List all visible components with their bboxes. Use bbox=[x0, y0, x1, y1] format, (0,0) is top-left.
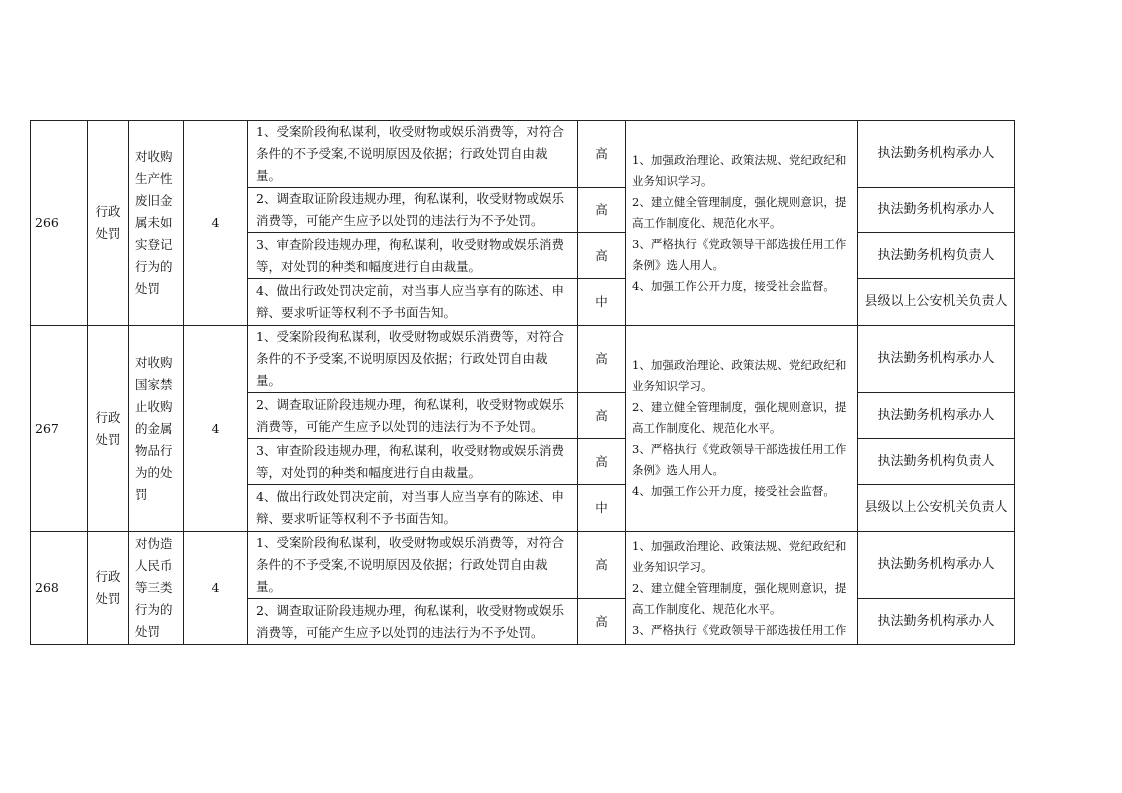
risk-point-text: 2、调查取证阶段违规办理，徇私谋利，收受财物或娱乐消费等，可能产生应予以处罚的违法行为不予处罚。 bbox=[248, 188, 578, 233]
risk-point-text: 1、受案阶段徇私谋利，收受财物或娱乐消费等，对符合条件的不予受案,不说明原因及依据；行政处罚自由裁量。 bbox=[248, 121, 578, 188]
risk-level: 高 bbox=[578, 233, 626, 279]
risk-level: 中 bbox=[578, 279, 626, 326]
risk-level: 高 bbox=[578, 393, 626, 439]
measure-item: 3、严格执行《党政领导干部选拔任用工作条例》选人用人。 bbox=[632, 236, 847, 272]
responsible-person: 执法勤务机构承办人 bbox=[858, 532, 1015, 599]
risk-level: 高 bbox=[578, 326, 626, 393]
responsible-person: 执法勤务机构承办人 bbox=[858, 393, 1015, 439]
measure-item: 3、严格执行《党政领导干部选拔任用工作条例》选人用人。 bbox=[632, 442, 847, 477]
risk-point-text: 2、调查取证阶段违规办理，徇私谋利，收受财物或娱乐消费等，可能产生应予以处罚的违法行为不予处罚。 bbox=[248, 393, 578, 439]
record-number: 266 bbox=[31, 121, 88, 326]
table-row bbox=[31, 326, 1015, 393]
risk-point-text: 1、受案阶段徇私谋利，收受财物或娱乐消费等，对符合条件的不予受案,不说明原因及依据；行政处罚自由裁量。 bbox=[248, 532, 578, 599]
responsible-person: 县级以上公安机关负责人 bbox=[858, 279, 1015, 326]
prevention-measures bbox=[626, 532, 858, 645]
risk-point-text: 2、调查取证阶段违规办理，徇私谋利，收受财物或娱乐消费等，可能产生应予以处罚的违法行为不予处罚。 bbox=[248, 599, 578, 645]
record-item-name: 对伪造人民币等三类行为的处罚 bbox=[129, 532, 184, 645]
measure-item: 3、严格执行《党政领导干部选拔任用工作 bbox=[632, 622, 847, 637]
risk-count: 4 bbox=[184, 532, 248, 645]
risk-point-text: 1、受案阶段徇私谋利，收受财物或娱乐消费等，对符合条件的不予受案,不说明原因及依据；行政处罚自由裁量。 bbox=[248, 326, 578, 393]
record-number: 267 bbox=[31, 326, 88, 532]
risk-level: 中 bbox=[578, 485, 626, 532]
measure-item: 1、加强政治理论、政策法规、党纪政纪和业务知识学习。 bbox=[632, 538, 847, 574]
prevention-measures bbox=[626, 121, 858, 326]
responsible-person: 执法勤务机构承办人 bbox=[858, 326, 1015, 393]
risk-point-text: 3、审查阶段违规办理，徇私谋利，收受财物或娱乐消费等，对处罚的种类和幅度进行自由裁量。 bbox=[248, 233, 578, 279]
prevention-measures bbox=[626, 326, 858, 532]
record-type: 行政处罚 bbox=[88, 326, 129, 532]
responsible-person: 执法勤务机构承办人 bbox=[858, 599, 1015, 645]
table-row bbox=[31, 532, 1015, 599]
measure-item: 1、加强政治理论、政策法规、党纪政纪和业务知识学习。 bbox=[632, 358, 847, 393]
risk-count: 4 bbox=[184, 326, 248, 532]
measure-item: 4、加强工作公开力度，接受社会监督。 bbox=[632, 278, 835, 293]
responsible-person: 执法勤务机构负责人 bbox=[858, 439, 1015, 485]
measure-item: 1、加强政治理论、政策法规、党纪政纪和业务知识学习。 bbox=[632, 152, 847, 188]
risk-point-text: 4、做出行政处罚决定前，对当事人应当享有的陈述、申辩、要求听证等权利不予书面告知。 bbox=[248, 485, 578, 532]
risk-point-text: 4、做出行政处罚决定前，对当事人应当享有的陈述、申辩、要求听证等权利不予书面告知。 bbox=[248, 279, 578, 326]
risk-level: 高 bbox=[578, 121, 626, 188]
record-item-name: 对收购生产性废旧金属未如实登记行为的处罚 bbox=[129, 121, 184, 326]
record-type: 行政处罚 bbox=[88, 121, 129, 326]
measure-item: 2、建立健全管理制度，强化规则意识，提高工作制度化、规范化水平。 bbox=[632, 400, 847, 435]
responsible-person: 执法勤务机构负责人 bbox=[858, 233, 1015, 279]
measure-item: 2、建立健全管理制度，强化规则意识，提高工作制度化、规范化水平。 bbox=[632, 194, 847, 230]
record-type: 行政处罚 bbox=[88, 532, 129, 645]
responsible-person: 执法勤务机构承办人 bbox=[858, 188, 1015, 233]
measure-item: 4、加强工作公开力度，接受社会监督。 bbox=[632, 484, 835, 498]
risk-table-body bbox=[31, 121, 1015, 645]
risk-count: 4 bbox=[184, 121, 248, 326]
record-number: 268 bbox=[31, 532, 88, 645]
measure-item: 2、建立健全管理制度，强化规则意识，提高工作制度化、规范化水平。 bbox=[632, 580, 847, 616]
risk-level: 高 bbox=[578, 599, 626, 645]
risk-point-text: 3、审查阶段违规办理，徇私谋利，收受财物或娱乐消费等，对处罚的种类和幅度进行自由裁量。 bbox=[248, 439, 578, 485]
risk-level: 高 bbox=[578, 188, 626, 233]
responsible-person: 县级以上公安机关负责人 bbox=[858, 485, 1015, 532]
risk-table bbox=[30, 120, 1015, 645]
responsible-person: 执法勤务机构承办人 bbox=[858, 121, 1015, 188]
risk-level: 高 bbox=[578, 532, 626, 599]
table-row bbox=[31, 121, 1015, 188]
risk-level: 高 bbox=[578, 439, 626, 485]
record-item-name: 对收购国家禁止收购的金属物品行为的处罚 bbox=[129, 326, 184, 532]
